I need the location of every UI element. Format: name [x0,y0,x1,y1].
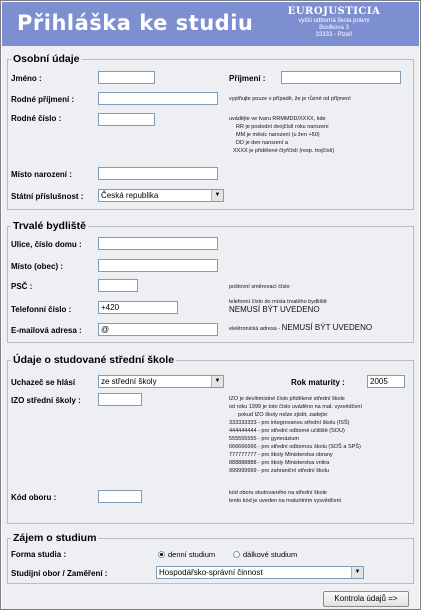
izo-input[interactable] [98,393,142,406]
chevron-down-icon[interactable]: ▼ [211,376,223,387]
email-label: E-mailová adresa : [11,326,82,335]
daily-study-label[interactable]: denní studium [168,550,216,559]
surname-label: Příjmení : [229,74,266,83]
email-hint [229,324,372,333]
zip-hint: poštovní směrovací číslo [229,284,290,290]
program-label: Studijní obor / Zaměření : [11,569,108,578]
brand-name: EUROJUSTICIA [287,6,381,17]
program-select[interactable] [156,566,364,579]
hint-line: od roku 1999 je toto číslo uváděno na mat. vysvědčení [229,404,362,410]
field-code-input[interactable] [98,490,142,503]
birthplace-input[interactable] [98,167,218,180]
email-hint-text: elektronická adresa - [229,326,281,332]
brand-line: Boolkova 3 [319,25,349,31]
birth-surname-label: Rodné příjmení : [11,95,75,104]
distance-study-label[interactable]: dálkové studium [243,550,298,559]
hint-line: tento kód je uveden na maturitním vysvědčení [229,498,342,504]
name-label: Jméno : [11,74,42,83]
city-input[interactable] [98,259,218,272]
izo-label: IZO střední školy : [11,396,81,405]
hint-line: 444444444 - pro střední odborné učiliště (SOU) [229,428,345,434]
birth-number-hint [229,115,334,155]
program-value: Hospodářsko-správní činnost [159,568,263,577]
hint-line: kód oboru studovaného na střední škole [229,490,327,496]
hint-line: 777777777 - pro školy Ministerstva obrany [229,452,333,458]
zip-label: PSČ : [11,282,33,291]
phone-input[interactable] [98,301,178,314]
citizenship-select[interactable] [98,189,224,202]
daily-study-radio[interactable] [158,551,165,558]
field-code-label: Kód oboru : [11,493,57,502]
street-input[interactable] [98,237,218,250]
residence-legend: Trvalé bydliště [13,220,86,232]
birth-number-input[interactable] [98,113,155,126]
citizenship-label: Státní příslušnost : [11,192,84,201]
hint-line: MM je měsíc narození (u žen +50) [236,132,320,138]
chevron-down-icon[interactable]: ▼ [351,567,363,578]
hint-line: uvádějte ve tvaru RRMMDD/XXXX, kde [229,116,326,122]
page-title: Přihláška ke studiu [17,11,254,35]
check-data-button[interactable]: Kontrola údajů => [323,591,409,607]
city-label: Místo (obec) : [11,262,63,271]
hint-line: DD je den narození a [236,140,288,146]
brand-line: 33333 - Plzeň [315,32,353,38]
phone-optional-note: NEMUSÍ BÝT UVEDENO [229,305,320,314]
graduation-year-label: Rok maturity : [291,378,345,387]
applicant-label: Uchazeč se hlásí [11,378,76,387]
phone-hint-text: telefonní číslo do místa trvalého bydliště [229,299,327,305]
interest-legend: Zájem o studium [13,532,97,544]
school-brand [274,6,394,39]
phone-hint [229,298,327,314]
hint-line: IZO je devítimístné číslo přidělené střední škole [229,396,345,402]
chevron-down-icon[interactable]: ▼ [211,190,223,201]
field-code-hint [229,489,341,505]
birth-number-label: Rodné číslo : [11,114,62,123]
birthplace-label: Místo narození : [11,170,72,179]
graduation-year-input[interactable] [367,375,405,388]
birth-surname-hint: vyplňujte pouze v případě, že je různé od příjmení [229,96,351,102]
izo-hint [229,395,362,475]
form-body [2,46,419,609]
email-input[interactable] [98,323,218,336]
hint-line: 666666666 - pro střední odbornou školu (SOŠ a SPŠ) [229,444,361,450]
applicant-value: ze střední školy [101,377,157,386]
street-label: Ulice, číslo domu : [11,240,82,249]
personal-legend: Osobní údaje [13,53,80,65]
email-optional-note: NEMUSÍ BÝT UVEDENO [281,323,373,332]
page-header [2,2,419,46]
hint-line: 555555555 - pro gymnázium [229,436,300,442]
citizenship-value: Česká republika [101,191,159,200]
hint-line: 999999999 - pro zahraniční střední školu [229,468,329,474]
surname-input[interactable] [281,71,401,84]
name-input[interactable] [98,71,155,84]
zip-input[interactable] [98,279,138,292]
phone-label: Telefonní číslo : [11,305,72,314]
hint-line: XXXX je přidělené čtyřčíslí (resp. trojčíslí) [233,148,335,154]
school-legend: Údaje o studované střední škole [13,354,175,366]
hint-line: pokud IZO školy nelze zjistit, zadejte: [238,412,329,418]
applicant-select[interactable] [98,375,224,388]
hint-line: 333333333 - pro integrovanou střední školu (ISŠ) [229,420,350,426]
hint-line: RR je poslední dvojčíslí roku narození [236,124,329,130]
study-form-label: Forma studia : [11,550,67,559]
birth-surname-input[interactable] [98,92,218,105]
hint-line: 888888888 - pro školy Ministerstva vnitra [229,460,330,466]
distance-study-radio[interactable] [233,551,240,558]
brand-line: vyšší odborná škola právní [298,18,370,24]
